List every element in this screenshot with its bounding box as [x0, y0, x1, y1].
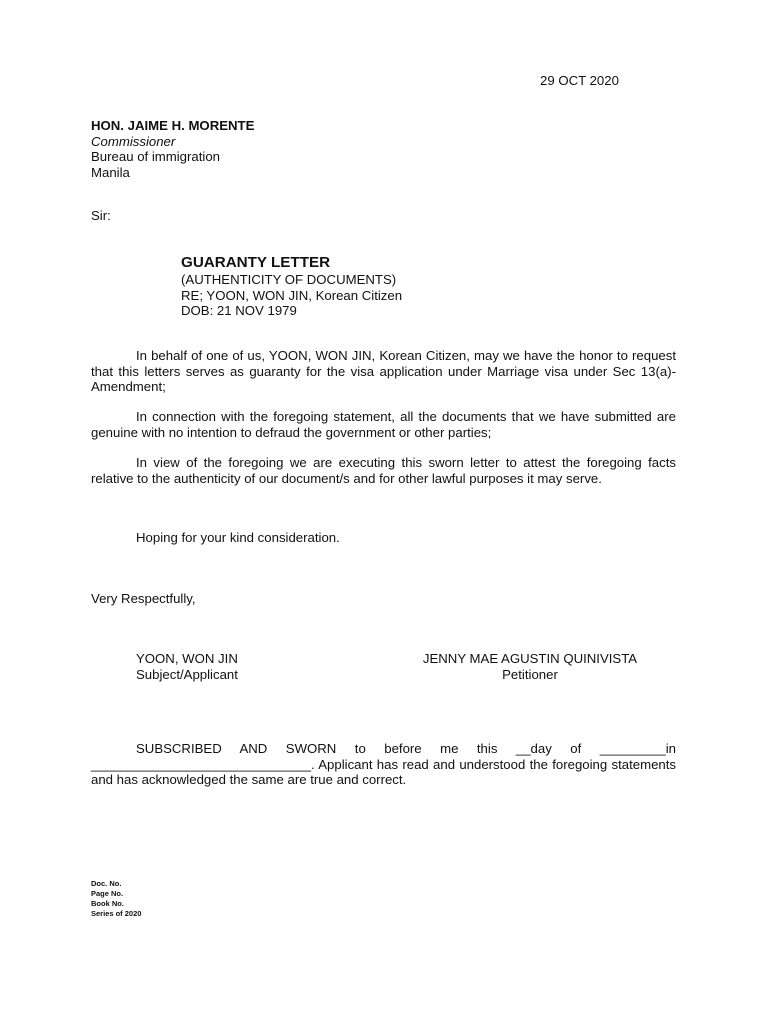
addressee-city: Manila: [91, 164, 130, 180]
body-paragraph-2: [91, 409, 676, 440]
letter-title: GUARANTY LETTER: [181, 254, 331, 271]
addressee-title: Commissioner: [91, 133, 176, 149]
paragraph-text: Hoping for your kind consideration.: [136, 530, 340, 545]
signatory-petitioner: [405, 651, 655, 682]
letter-subtitle: (AUTHENTICITY OF DOCUMENTS): [181, 272, 397, 287]
signatory-role: Subject/Applicant: [136, 666, 238, 682]
closing-line: Very Respectfully,: [91, 591, 196, 606]
doc-no: Doc. No.: [91, 879, 122, 888]
regarding-line: RE; YOON, WON JIN, Korean Citizen: [181, 287, 403, 303]
salutation: Sir:: [91, 208, 111, 223]
signatory-applicant: [136, 651, 238, 682]
signatory-name: YOON, WON JIN: [136, 651, 238, 666]
body-paragraph-4: [91, 530, 676, 546]
jurat-text: SUBSCRIBED AND SWORN to before me this __day of _________in ______________________________. Applicant has read and understood the foregoing statements and has acknowledged the same are true and correct.: [91, 741, 676, 787]
series: Series of 2020: [91, 909, 142, 918]
jurat-paragraph: [91, 741, 676, 788]
signatory-role: Petitioner: [502, 666, 558, 682]
page-no: Page No.: [91, 889, 124, 898]
date-of-birth-line: DOB: 21 NOV 1979: [181, 303, 297, 318]
notarial-notes: [91, 879, 141, 919]
book-no: Book No.: [91, 899, 124, 908]
subject-block: [181, 254, 402, 319]
body-paragraph-1: [91, 348, 676, 395]
addressee-name: HON. JAIME H. MORENTE: [91, 118, 255, 133]
paragraph-text: In view of the foregoing we are executing this sworn letter to attest the foregoing facts relative to the authenticity of our document/s and for other lawful purposes it may serve.: [91, 455, 676, 486]
letter-date: 29 OCT 2020: [540, 73, 619, 88]
addressee-office: Bureau of immigration: [91, 149, 221, 164]
addressee-block: [91, 118, 254, 180]
paragraph-text: In connection with the foregoing statement, all the documents that we have submitted are genuine with no intention to defraud the government or other parties;: [91, 409, 676, 440]
signatory-name: JENNY MAE AGUSTIN QUINIVISTA: [422, 651, 638, 666]
paragraph-text: In behalf of one of us, YOON, WON JIN, Korean Citizen, may we have the honor to request that this letters serves as guaranty for the visa application under Marriage visa under Sec 13(a)-Amendment;: [91, 348, 676, 394]
body-paragraph-3: [91, 455, 676, 486]
